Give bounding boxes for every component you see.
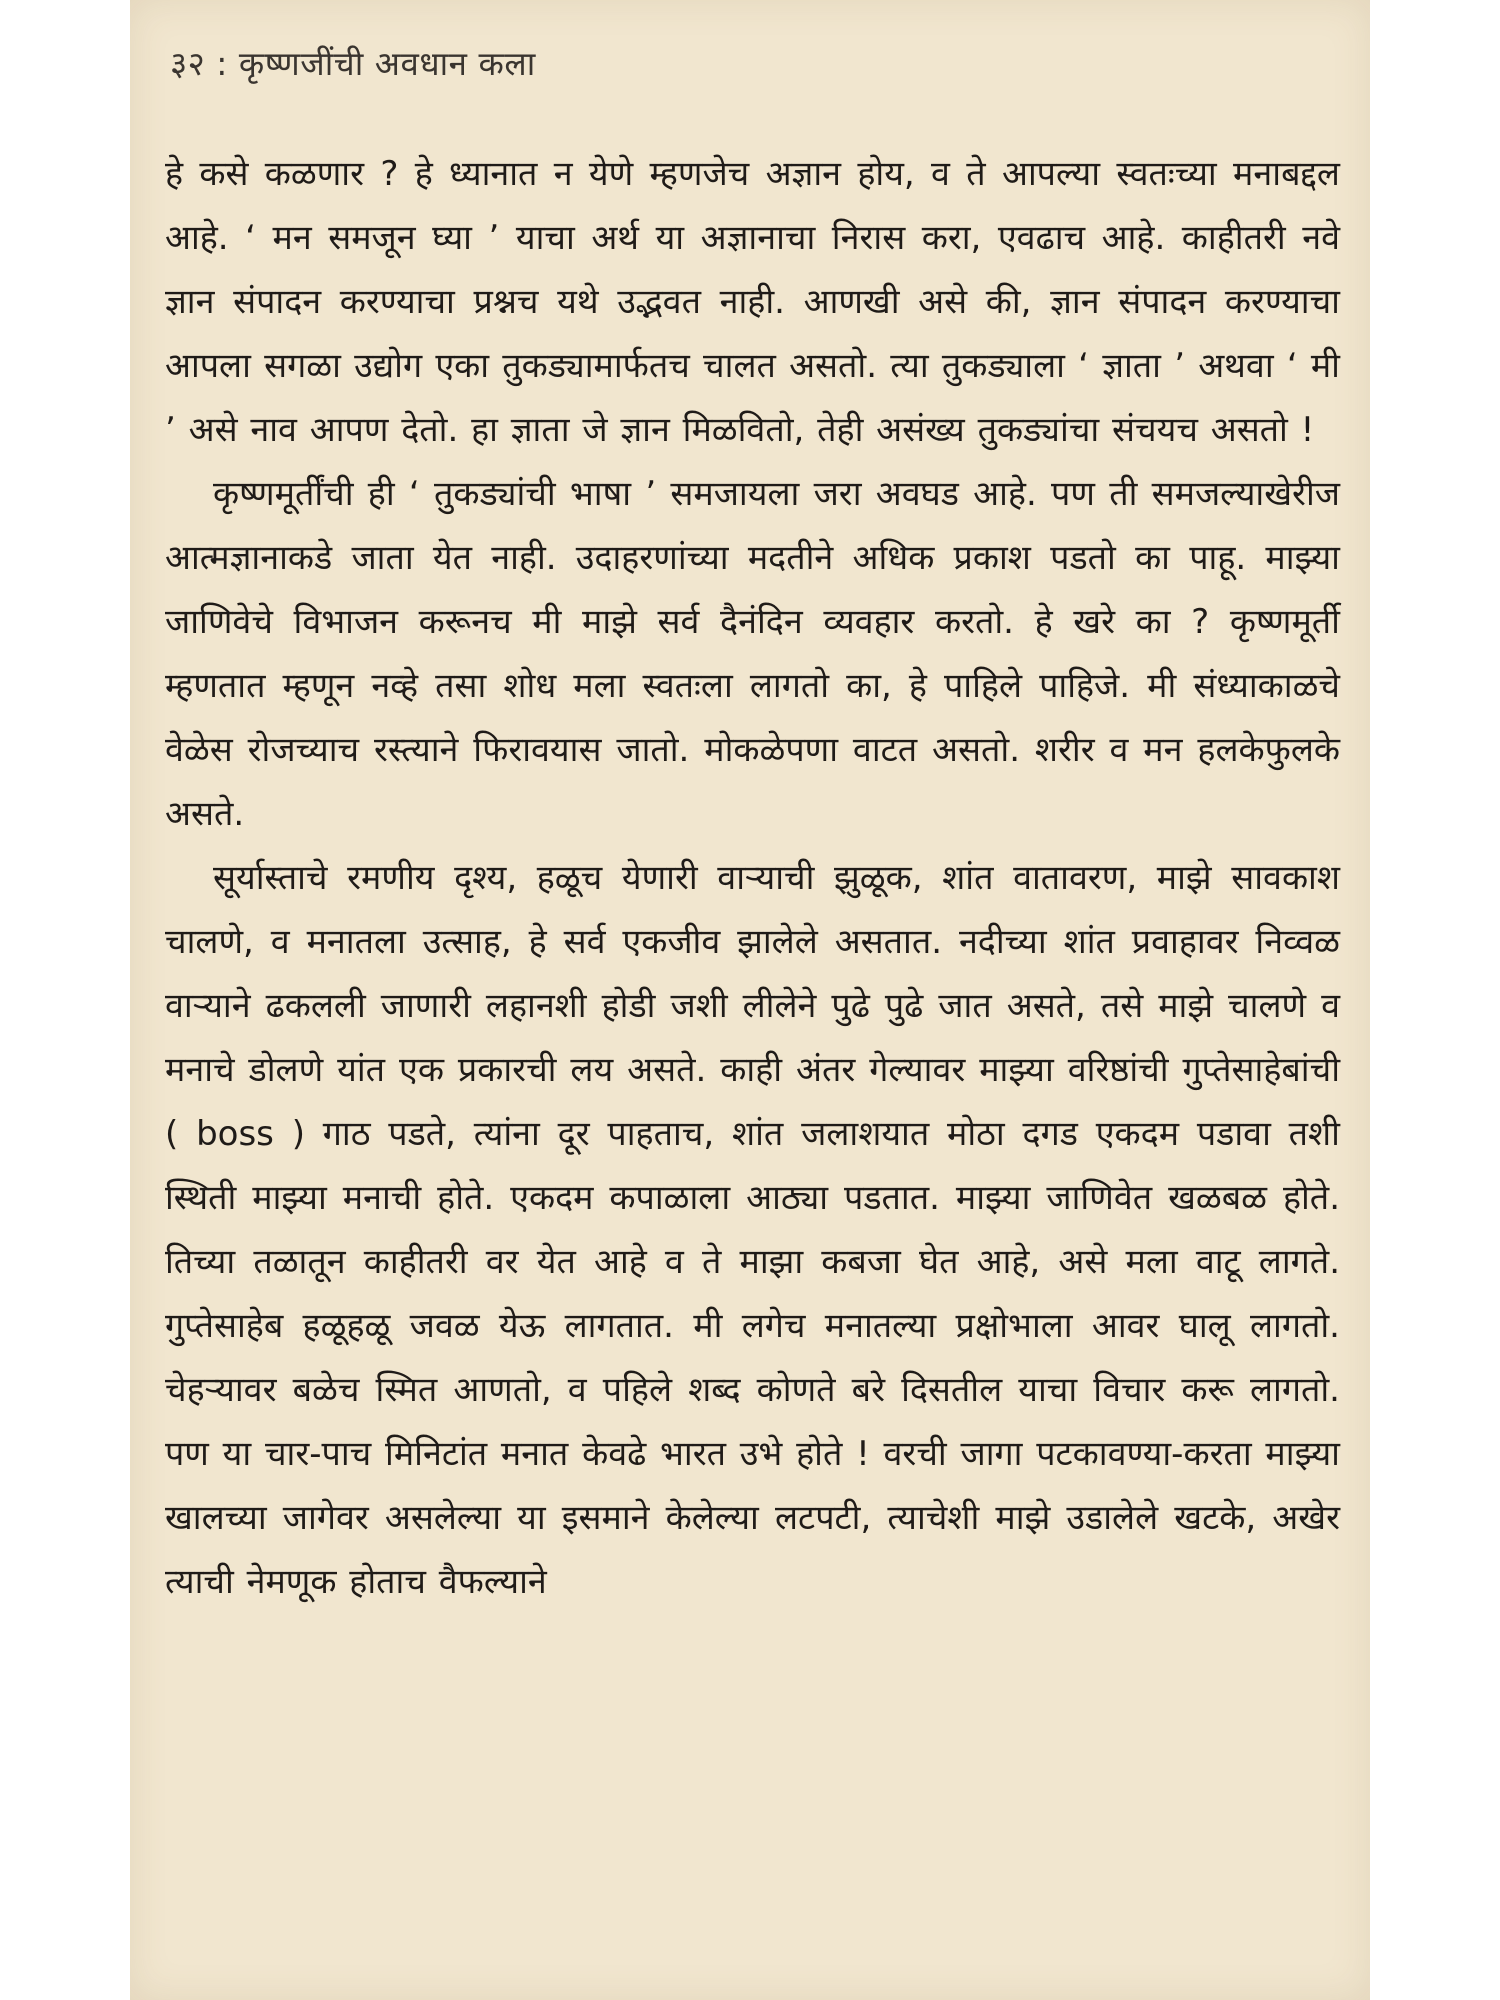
paragraph: सूर्यास्ताचे रमणीय दृश्य, हळूच येणारी वाऱ्याची झुळूक, शांत वातावरण, माझे सावकाश चालणे, व मनातला उत्साह, हे सर्व एकजीव झालेले असतात. नदीच्या शांत प्रवाहावर निव्वळ वाऱ्याने ढकलली जाणारी लहानशी होडी जशी लीलेने पुढे पुढे जात असते, तसे माझे चालणे व मनाचे डोलणे यांत एक प्रकारची लय असते. काही अंतर गेल्यावर माझ्या वरिष्ठांची गुप्तेसाहेबांची ( boss ) गाठ पडते, त्यांना दूर पाहताच, शांत जलाशयात मोठा दगड एकदम पडावा तशी स्थिती माझ्या मनाची होते. एकदम कपाळाला आठ्या पडतात. माझ्या जाणिवेत खळबळ होते. तिच्या तळातून काहीतरी वर येत आहे व ते माझा कबजा घेत आहे, असे मला वाटू लागते. गुप्तेसाहेब हळूहळू जवळ येऊ लागतात. मी लगेच मनातल्या प्रक्षोभाला आवर घालू लागतो. चेहऱ्यावर बळेच स्मित आणतो, व पहिले शब्द कोणते बरे दिसतील याचा विचार करू लागतो. पण या चार-पाच मिनिटांत मनात केवढे भारत उभे होते ! वरची जागा पटकावण्या-करता माझ्या खालच्या जागेवर असलेल्या या इसमाने केलेल्या लटपटी, त्याचेशी माझे उडालेले खटके, अखेर त्याची नेमणूक होताच वैफल्याने: [165, 858, 1340, 1602]
page-body: [165, 142, 1340, 1614]
paragraph: हे कसे कळणार ? हे ध्यानात न येणे म्हणजेच अज्ञान होय, व ते आपल्या स्वतःच्या मनाबद्दल आहे. ‘ मन समजून घ्या ’ याचा अर्थ या अज्ञानाचा निरास करा, एवढाच आहे. काहीतरी नवे ज्ञान संपादन करण्याचा प्रश्नच यथे उद्भवत नाही. आणखी असे की, ज्ञान संपादन करण्याचा आपला सगळा उद्योग एका तुकड्यामार्फतच चालत असतो. त्या तुकड्याला ‘ ज्ञाता ’ अथवा ‘ मी ’ असे नाव आपण देतो. हा ज्ञाता जे ज्ञान मिळवितो, तेही असंख्य तुकड्यांचा संचयच असतो !: [165, 154, 1340, 450]
book-page: [130, 0, 1370, 2000]
page-header: ३२ : कृष्णजींची अवधान कला: [170, 44, 536, 83]
paragraph: कृष्णमूर्तींची ही ‘ तुकड्यांची भाषा ’ समजायला जरा अवघड आहे. पण ती समजल्याखेरीज आत्मज्ञानाकडे जाता येत नाही. उदाहरणांच्या मदतीने अधिक प्रकाश पडतो का पाहू. माझ्या जाणिवेचे विभाजन करूनच मी माझे सर्व दैनंदिन व्यवहार करतो. हे खरे का ? कृष्णमूर्ती म्हणतात म्हणून नव्हे तसा शोध मला स्वतःला लागतो का, हे पाहिले पाहिजे. मी संध्याकाळचे वेळेस रोजच्याच रस्त्याने फिरावयास जातो. मोकळेपणा वाटत असतो. शरीर व मन हलकेफुलके असते.: [165, 474, 1340, 834]
